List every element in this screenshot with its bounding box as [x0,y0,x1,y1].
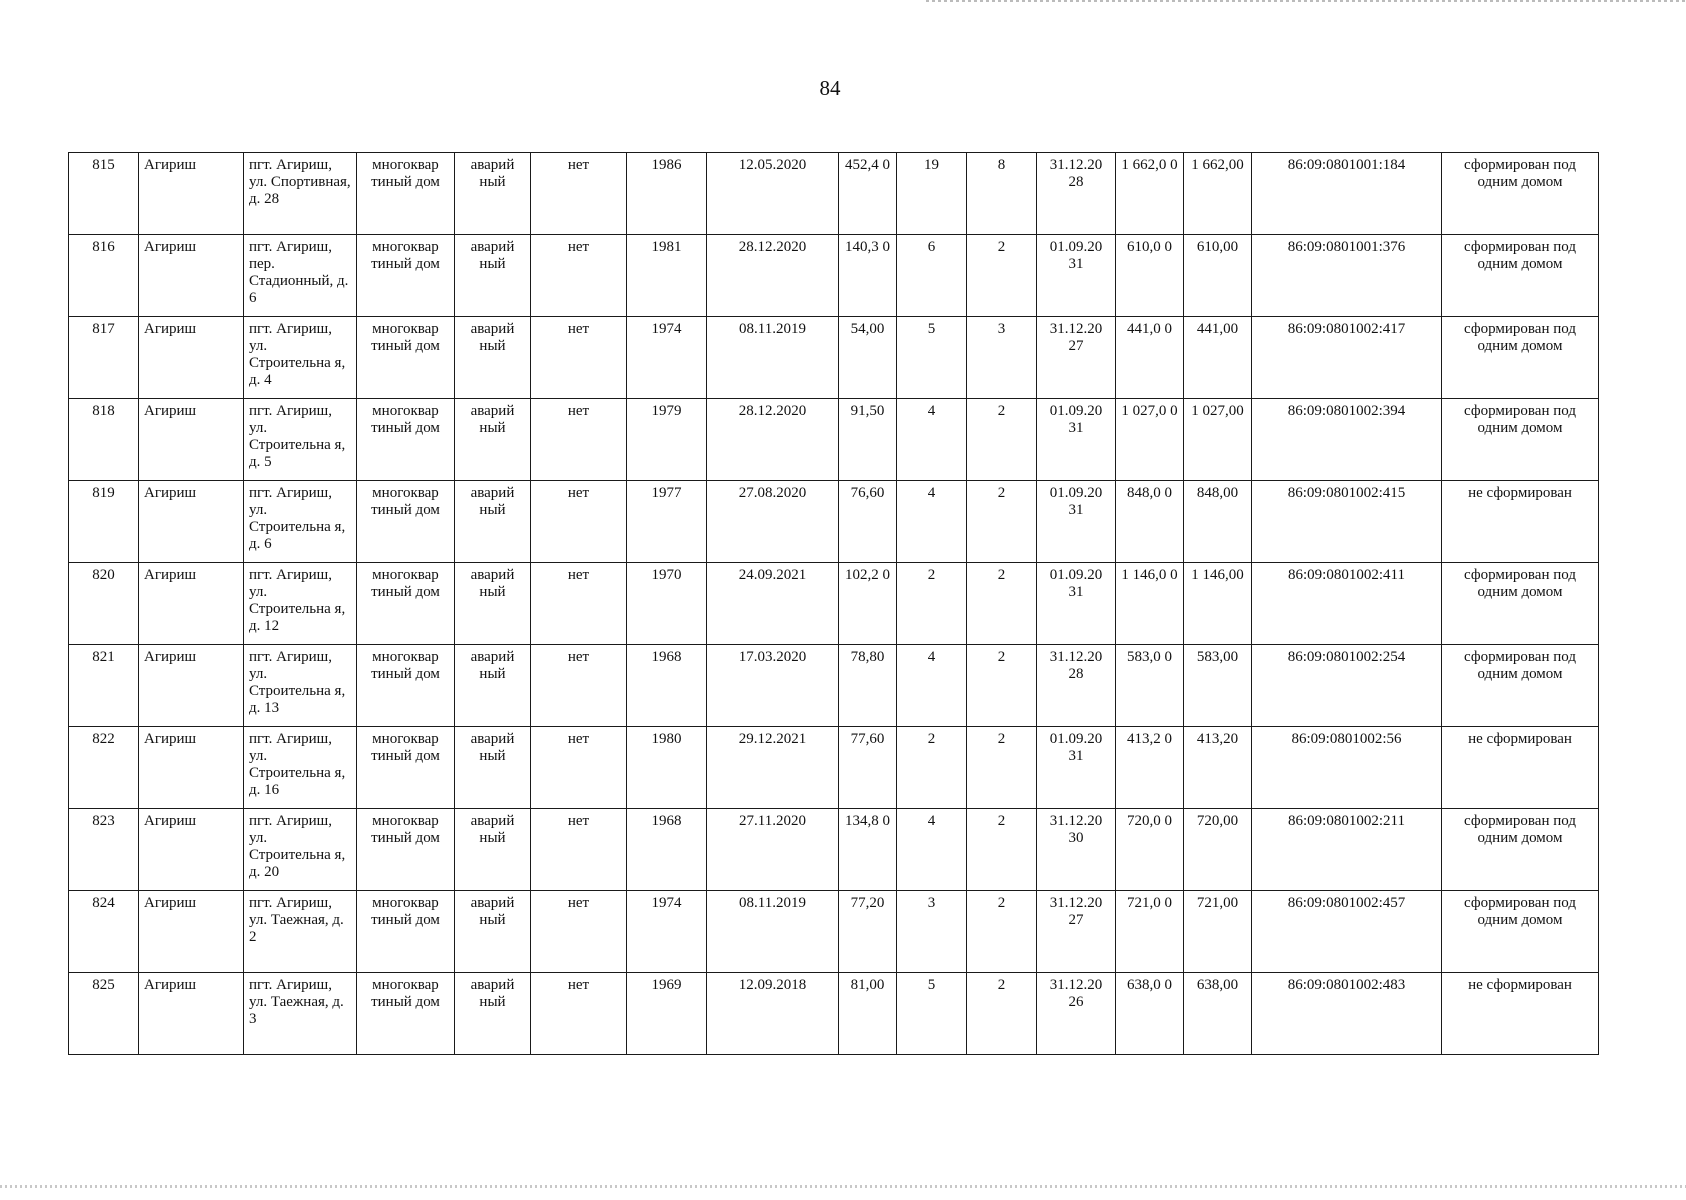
cell-build-year: 1974 [627,317,707,399]
cell-build-year: 1969 [627,973,707,1055]
cell-residents: 4 [897,481,967,563]
cell-build-year: 1986 [627,153,707,235]
cell-building-type: многоквар тиный дом [357,153,455,235]
table-row [69,727,1599,809]
cell-residents: 19 [897,153,967,235]
cell-settlement: Агириш [139,235,244,317]
cell-row-number: 818 [69,399,139,481]
cell-building-type: многоквар тиный дом [357,809,455,891]
cell-apartments: 3 [967,317,1037,399]
cell-apartments: 2 [967,973,1037,1055]
cell-address: пгт. Агириш, ул. Спортивная, д. 28 [244,153,357,235]
cell-reserve-flag: нет [531,153,627,235]
cell-cost: 720,0 0 [1116,809,1184,891]
cell-apartments: 2 [967,481,1037,563]
cell-cadastral-number: 86:09:0801002:415 [1252,481,1442,563]
cell-condition: аварий ный [455,891,531,973]
cell-land-status: сформирован под одним домом [1442,563,1599,645]
cell-resettlement-date: 31.12.20 27 [1037,891,1116,973]
cell-residents: 5 [897,973,967,1055]
cell-row-number: 820 [69,563,139,645]
cell-cost: 1 662,0 0 [1116,153,1184,235]
cell-cost: 413,2 0 [1116,727,1184,809]
cell-build-year: 1968 [627,645,707,727]
cell-emergency-date: 27.08.2020 [707,481,839,563]
cell-address: пгт. Агириш, ул. Таежная, д. 3 [244,973,357,1055]
cell-cost-total: 721,00 [1184,891,1252,973]
cell-condition: аварий ный [455,153,531,235]
cell-build-year: 1974 [627,891,707,973]
cell-area: 140,3 0 [839,235,897,317]
cell-row-number: 825 [69,973,139,1055]
cell-reserve-flag: нет [531,481,627,563]
cell-settlement: Агириш [139,891,244,973]
cell-row-number: 815 [69,153,139,235]
cell-cost: 583,0 0 [1116,645,1184,727]
cell-cost-total: 610,00 [1184,235,1252,317]
cell-land-status: сформирован под одним домом [1442,399,1599,481]
cell-emergency-date: 28.12.2020 [707,399,839,481]
cell-settlement: Агириш [139,399,244,481]
cell-cost: 1 027,0 0 [1116,399,1184,481]
cell-building-type: многоквар тиный дом [357,317,455,399]
cell-row-number: 819 [69,481,139,563]
cell-cost-total: 583,00 [1184,645,1252,727]
scan-artifact-top [926,0,1686,2]
housing-register-table [68,152,1599,1055]
table-row [69,973,1599,1055]
cell-cost: 441,0 0 [1116,317,1184,399]
cell-address: пгт. Агириш, ул. Строительна я, д. 13 [244,645,357,727]
cell-cost: 721,0 0 [1116,891,1184,973]
cell-emergency-date: 12.05.2020 [707,153,839,235]
cell-resettlement-date: 01.09.20 31 [1037,235,1116,317]
cell-area: 78,80 [839,645,897,727]
cell-area: 134,8 0 [839,809,897,891]
cell-building-type: многоквар тиный дом [357,563,455,645]
cell-condition: аварий ный [455,235,531,317]
scan-artifact-bottom [0,1185,1686,1188]
cell-cadastral-number: 86:09:0801002:394 [1252,399,1442,481]
cell-area: 54,00 [839,317,897,399]
cell-cost: 610,0 0 [1116,235,1184,317]
cell-building-type: многоквар тиный дом [357,235,455,317]
cell-reserve-flag: нет [531,727,627,809]
cell-cost-total: 848,00 [1184,481,1252,563]
cell-build-year: 1968 [627,809,707,891]
cell-area: 77,60 [839,727,897,809]
cell-building-type: многоквар тиный дом [357,399,455,481]
cell-building-type: многоквар тиный дом [357,973,455,1055]
cell-row-number: 823 [69,809,139,891]
cell-apartments: 2 [967,891,1037,973]
cell-settlement: Агириш [139,481,244,563]
cell-land-status: сформирован под одним домом [1442,235,1599,317]
cell-residents: 2 [897,727,967,809]
cell-reserve-flag: нет [531,235,627,317]
cell-condition: аварий ный [455,727,531,809]
cell-apartments: 2 [967,563,1037,645]
cell-reserve-flag: нет [531,563,627,645]
cell-row-number: 821 [69,645,139,727]
cell-settlement: Агириш [139,645,244,727]
cell-condition: аварий ный [455,317,531,399]
cell-building-type: многоквар тиный дом [357,727,455,809]
cell-settlement: Агириш [139,317,244,399]
cell-condition: аварий ный [455,399,531,481]
cell-build-year: 1970 [627,563,707,645]
cell-cost-total: 1 662,00 [1184,153,1252,235]
cell-area: 102,2 0 [839,563,897,645]
cell-residents: 6 [897,235,967,317]
cell-emergency-date: 24.09.2021 [707,563,839,645]
cell-settlement: Агириш [139,153,244,235]
cell-condition: аварий ный [455,809,531,891]
cell-reserve-flag: нет [531,809,627,891]
table-row [69,563,1599,645]
cell-land-status: не сформирован [1442,727,1599,809]
cell-land-status: сформирован под одним домом [1442,317,1599,399]
table-row [69,481,1599,563]
cell-address: пгт. Агириш, ул. Строительна я, д. 12 [244,563,357,645]
cell-condition: аварий ный [455,563,531,645]
cell-land-status: не сформирован [1442,481,1599,563]
cell-emergency-date: 29.12.2021 [707,727,839,809]
cell-row-number: 824 [69,891,139,973]
cell-building-type: многоквар тиный дом [357,891,455,973]
cell-reserve-flag: нет [531,317,627,399]
cell-residents: 2 [897,563,967,645]
cell-cost: 638,0 0 [1116,973,1184,1055]
cell-apartments: 2 [967,235,1037,317]
cell-area: 76,60 [839,481,897,563]
cell-reserve-flag: нет [531,891,627,973]
cell-land-status: сформирован под одним домом [1442,891,1599,973]
cell-condition: аварий ный [455,645,531,727]
cell-residents: 3 [897,891,967,973]
cell-apartments: 2 [967,645,1037,727]
cell-address: пгт. Агириш, пер. Стадионный, д. 6 [244,235,357,317]
cell-building-type: многоквар тиный дом [357,645,455,727]
cell-address: пгт. Агириш, ул. Строительна я, д. 20 [244,809,357,891]
cell-building-type: многоквар тиный дом [357,481,455,563]
cell-settlement: Агириш [139,809,244,891]
cell-address: пгт. Агириш, ул. Строительна я, д. 16 [244,727,357,809]
cell-build-year: 1979 [627,399,707,481]
cell-emergency-date: 27.11.2020 [707,809,839,891]
cell-cadastral-number: 86:09:0801002:417 [1252,317,1442,399]
cell-cadastral-number: 86:09:0801002:457 [1252,891,1442,973]
cell-land-status: сформирован под одним домом [1442,153,1599,235]
cell-residents: 4 [897,809,967,891]
cell-address: пгт. Агириш, ул. Строительна я, д. 4 [244,317,357,399]
cell-address: пгт. Агириш, ул. Строительна я, д. 5 [244,399,357,481]
cell-reserve-flag: нет [531,645,627,727]
cell-reserve-flag: нет [531,399,627,481]
cell-residents: 5 [897,317,967,399]
cell-area: 81,00 [839,973,897,1055]
cell-build-year: 1977 [627,481,707,563]
cell-resettlement-date: 01.09.20 31 [1037,481,1116,563]
cell-cost-total: 638,00 [1184,973,1252,1055]
cell-cadastral-number: 86:09:0801002:411 [1252,563,1442,645]
cell-row-number: 816 [69,235,139,317]
cell-cost-total: 413,20 [1184,727,1252,809]
table-row [69,645,1599,727]
cell-emergency-date: 17.03.2020 [707,645,839,727]
cell-area: 77,20 [839,891,897,973]
cell-resettlement-date: 31.12.20 26 [1037,973,1116,1055]
cell-resettlement-date: 31.12.20 30 [1037,809,1116,891]
cell-cost: 1 146,0 0 [1116,563,1184,645]
cell-resettlement-date: 01.09.20 31 [1037,727,1116,809]
cell-residents: 4 [897,645,967,727]
cell-emergency-date: 12.09.2018 [707,973,839,1055]
cell-resettlement-date: 31.12.20 28 [1037,153,1116,235]
cell-condition: аварий ный [455,481,531,563]
cell-apartments: 8 [967,153,1037,235]
cell-emergency-date: 08.11.2019 [707,891,839,973]
cell-cadastral-number: 86:09:0801002:254 [1252,645,1442,727]
cell-cadastral-number: 86:09:0801002:483 [1252,973,1442,1055]
cell-build-year: 1981 [627,235,707,317]
cell-land-status: сформирован под одним домом [1442,645,1599,727]
cell-cost-total: 441,00 [1184,317,1252,399]
cell-land-status: не сформирован [1442,973,1599,1055]
cell-cost-total: 1 146,00 [1184,563,1252,645]
table-row [69,399,1599,481]
table-body [69,153,1599,1055]
cell-reserve-flag: нет [531,973,627,1055]
cell-area: 91,50 [839,399,897,481]
cell-land-status: сформирован под одним домом [1442,809,1599,891]
cell-emergency-date: 08.11.2019 [707,317,839,399]
cell-residents: 4 [897,399,967,481]
cell-address: пгт. Агириш, ул. Строительна я, д. 6 [244,481,357,563]
cell-resettlement-date: 31.12.20 27 [1037,317,1116,399]
cell-area: 452,4 0 [839,153,897,235]
cell-resettlement-date: 31.12.20 28 [1037,645,1116,727]
cell-cost: 848,0 0 [1116,481,1184,563]
cell-settlement: Агириш [139,973,244,1055]
cell-build-year: 1980 [627,727,707,809]
cell-cadastral-number: 86:09:0801001:376 [1252,235,1442,317]
cell-resettlement-date: 01.09.20 31 [1037,563,1116,645]
cell-address: пгт. Агириш, ул. Таежная, д. 2 [244,891,357,973]
table-row [69,235,1599,317]
cell-settlement: Агириш [139,727,244,809]
cell-condition: аварий ный [455,973,531,1055]
cell-apartments: 2 [967,727,1037,809]
cell-cadastral-number: 86:09:0801002:211 [1252,809,1442,891]
table-row [69,809,1599,891]
table-row [69,153,1599,235]
cell-resettlement-date: 01.09.20 31 [1037,399,1116,481]
page-number: 84 [819,76,841,100]
cell-cadastral-number: 86:09:0801002:56 [1252,727,1442,809]
cell-apartments: 2 [967,809,1037,891]
cell-apartments: 2 [967,399,1037,481]
cell-cost-total: 720,00 [1184,809,1252,891]
cell-cadastral-number: 86:09:0801001:184 [1252,153,1442,235]
table-row [69,891,1599,973]
cell-settlement: Агириш [139,563,244,645]
cell-cost-total: 1 027,00 [1184,399,1252,481]
cell-emergency-date: 28.12.2020 [707,235,839,317]
table-row [69,317,1599,399]
cell-row-number: 817 [69,317,139,399]
cell-row-number: 822 [69,727,139,809]
